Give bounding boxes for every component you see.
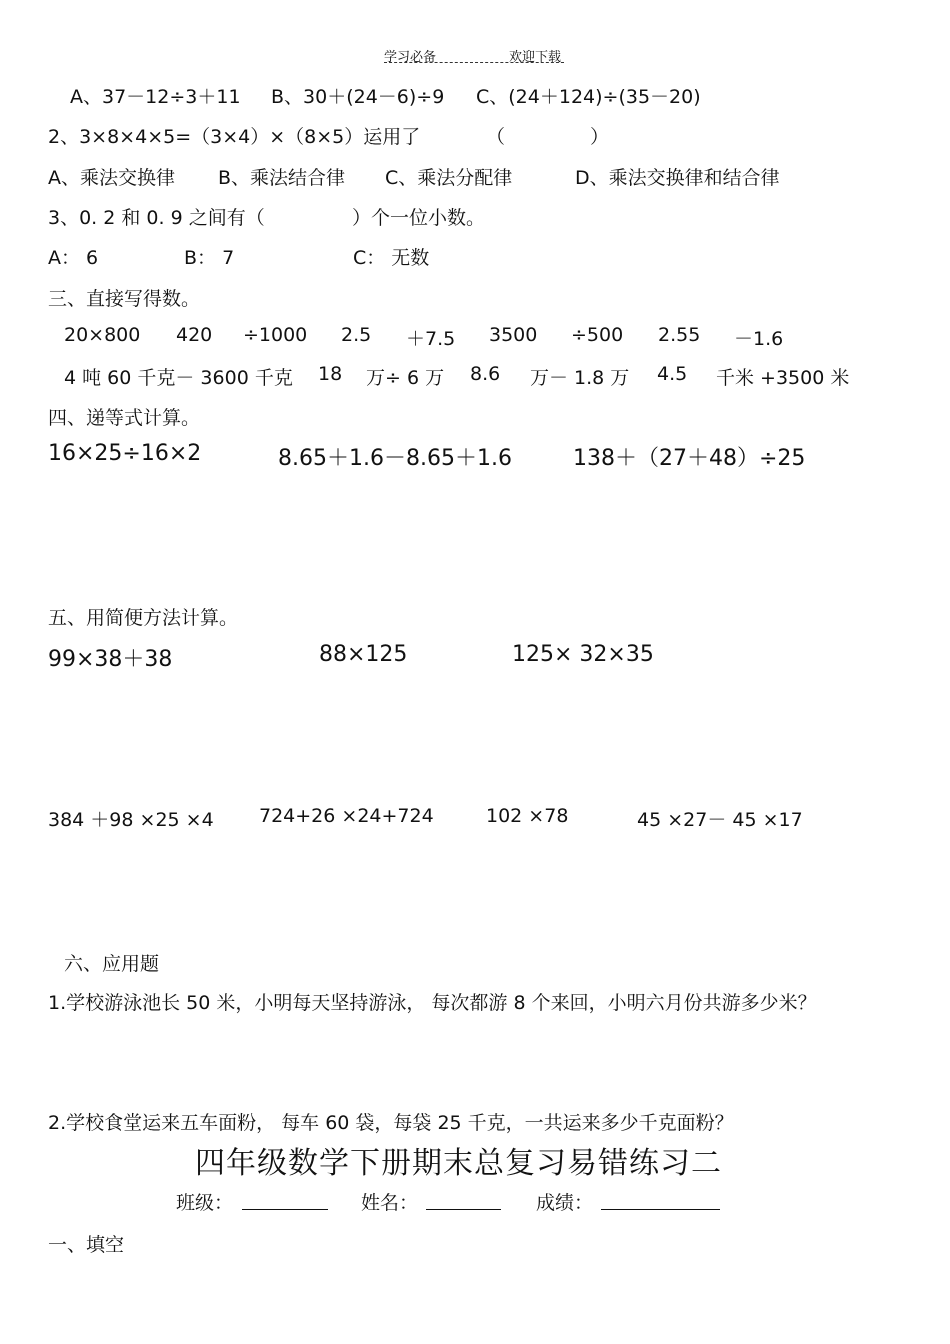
section3-r2-item: 万－ 1.8 万: [530, 367, 630, 389]
section5-expr: 88×125: [319, 642, 408, 667]
name-blank: [426, 1209, 501, 1210]
name-label: 姓名：: [361, 1192, 419, 1214]
section5-expr: 102 ×78: [486, 805, 569, 827]
q2-stem: 2、3×8×4×5=（3×4）×（8×5）运用了: [48, 126, 421, 148]
class-label: 班级：: [176, 1192, 234, 1214]
q2-answer-paren-open: （: [486, 126, 506, 148]
section5-title: 五、用简便方法计算。: [48, 607, 239, 629]
q3-stem-left: 3、0. 2 和 0. 9 之间有（: [48, 207, 265, 229]
section4-expr: 138＋（27＋48）÷25: [573, 446, 806, 471]
header-dashed-line: [384, 62, 564, 63]
section3-r1-item: 3500: [489, 324, 538, 346]
section3-r2-item: 4.5: [657, 363, 688, 385]
section3-r1-item: －1.6: [734, 328, 784, 350]
section3-r2-item: 4 吨 60 千克－ 3600 千克: [64, 367, 293, 389]
score-label: 成绩：: [536, 1192, 594, 1214]
q1-option-c: C、(24＋124)÷(35－20): [476, 86, 701, 108]
section3-r2-item: 8.6: [470, 363, 501, 385]
score-blank: [601, 1209, 720, 1210]
section6-title: 六、应用题: [64, 953, 160, 975]
q3-option-b: B： 7: [184, 247, 235, 269]
section4-title: 四、递等式计算。: [48, 407, 201, 429]
q2-option-c: C、乘法分配律: [385, 167, 513, 189]
q3-option-c: C： 无数: [353, 247, 430, 269]
section3-r2-item: 18: [318, 363, 343, 385]
q1-option-b: B、30＋(24－6)÷9: [271, 86, 445, 108]
header-right-text: 欢迎下载: [509, 50, 562, 65]
section5-expr: 45 ×27－ 45 ×17: [637, 809, 803, 831]
section6-problem-1: 1.学校游泳池长 50 米，小明每天坚持游泳， 每次都游 8 个来回，小明六月份共游多少米？: [48, 992, 817, 1014]
section5-expr: 125× 32×35: [512, 642, 654, 667]
section5-expr: 99×38＋38: [48, 647, 173, 672]
page-title: 四年级数学下册期末总复习易错练习二: [195, 1146, 722, 1181]
q3-stem-right: ）个一位小数。: [352, 207, 486, 229]
header-left-text: 学习必备: [384, 50, 437, 65]
section4-expr: 8.65＋1.6－8.65＋1.6: [278, 446, 512, 471]
section3-r1-item: 2.5: [341, 324, 372, 346]
section5-expr: 384 ＋98 ×25 ×4: [48, 809, 214, 831]
class-blank: [242, 1209, 328, 1210]
q1-option-a: A、37－12÷3＋11: [70, 86, 241, 108]
section1-title: 一、填空: [48, 1234, 125, 1256]
section5-expr: 724+26 ×24+724: [259, 805, 434, 827]
section3-r2-item: 千米 +3500 米: [716, 367, 850, 389]
section3-r1-item: ÷500: [571, 324, 624, 346]
q2-option-b: B、乘法结合律: [218, 167, 346, 189]
q2-option-a: A、乘法交换律: [48, 167, 175, 189]
section4-expr: 16×25÷16×2: [48, 441, 202, 466]
section3-r1-item: ÷1000: [243, 324, 308, 346]
q2-answer-paren-close: ）: [590, 126, 610, 148]
q2-option-d: D、乘法交换律和结合律: [575, 167, 780, 189]
section3-r2-item: 万÷ 6 万: [366, 367, 445, 389]
section3-r1-item: 2.55: [658, 324, 701, 346]
section3-r1-item: 20×800: [64, 324, 141, 346]
section3-title: 三、直接写得数。: [48, 288, 201, 310]
q3-option-a: A： 6: [48, 247, 99, 269]
section3-r1-item: ＋7.5: [406, 328, 456, 350]
section3-r1-item: 420: [176, 324, 213, 346]
section6-problem-2: 2.学校食堂运来五车面粉， 每车 60 袋，每袋 25 千克，一共运来多少千克面粉？: [48, 1112, 734, 1134]
